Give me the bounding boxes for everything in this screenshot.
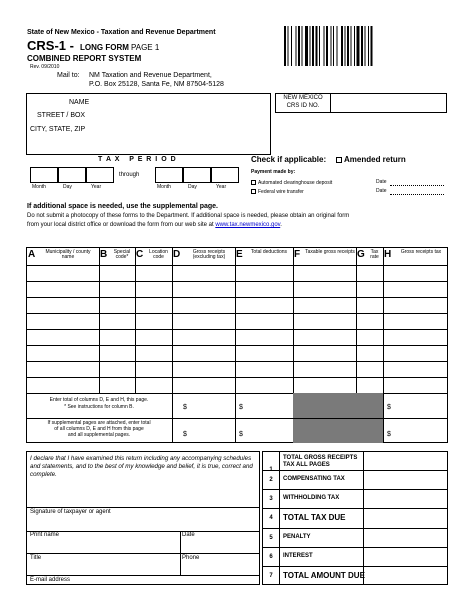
column-g-desc: Tax rate bbox=[370, 249, 379, 261]
row1-col-e-dollar[interactable]: $ bbox=[239, 404, 243, 411]
summary-line-number: 3 bbox=[269, 496, 273, 502]
table-row[interactable] bbox=[26, 393, 448, 394]
ach-date-field[interactable] bbox=[390, 185, 444, 186]
signature-label: Signature of taxpayer or agent bbox=[30, 509, 111, 515]
period-label-year2: Year bbox=[216, 184, 227, 190]
period-label-month1: Month bbox=[32, 184, 46, 190]
table-row[interactable] bbox=[26, 329, 448, 330]
check-applicable-label: Check if applicable: bbox=[251, 155, 327, 164]
column-h-header bbox=[383, 249, 448, 265]
summary-amount-field[interactable] bbox=[364, 567, 447, 584]
column-h-desc: Gross receipts tax bbox=[400, 249, 442, 255]
period-label-day2: Day bbox=[188, 184, 197, 190]
row1-col-h-dollar[interactable]: $ bbox=[387, 404, 391, 411]
summary-line-number: 6 bbox=[269, 554, 273, 560]
table-column-divider bbox=[356, 247, 357, 393]
barcode-bar bbox=[288, 26, 289, 66]
declaration-text: I declare that I have examined this return including any accompanying schedules and statements, and to the best of my knowledge and belief, it is true, correct and complete. bbox=[30, 455, 253, 479]
summary-amount-field[interactable] bbox=[364, 509, 447, 526]
barcode-bar bbox=[319, 26, 320, 66]
summary-line-number: 1 bbox=[269, 467, 273, 473]
table-column-divider bbox=[383, 247, 384, 393]
amended-return-option[interactable] bbox=[336, 155, 406, 165]
summary-line-label: INTEREST bbox=[283, 553, 313, 559]
ach-checkbox[interactable] bbox=[251, 180, 256, 185]
totals-row1-line2: * See instructions for column B. bbox=[64, 404, 134, 410]
column-e-desc: Total deductions bbox=[250, 249, 288, 255]
mail-to-label: Mail to: bbox=[57, 72, 80, 79]
barcode-bar bbox=[291, 26, 292, 66]
table-row[interactable] bbox=[26, 361, 448, 362]
summary-line-number: 5 bbox=[269, 535, 273, 541]
barcode-bar bbox=[371, 26, 373, 66]
summary-line-label: TOTAL TAX DUE bbox=[283, 513, 346, 522]
table-column-divider bbox=[235, 247, 236, 393]
column-c-header bbox=[135, 249, 172, 265]
barcode-bar bbox=[298, 26, 300, 66]
row2-col-e-dollar[interactable]: $ bbox=[239, 431, 243, 438]
barcode-bar bbox=[305, 26, 308, 66]
name-label: NAME bbox=[69, 99, 90, 106]
summary-line-number: 7 bbox=[269, 573, 273, 579]
table-column-divider bbox=[135, 247, 136, 393]
instruction-line2-text: from your local district office or download the form from our web site at bbox=[27, 222, 214, 228]
summary-amount-field[interactable] bbox=[364, 452, 447, 469]
payment-made-by-label: Payment made by: bbox=[251, 169, 296, 175]
table-row[interactable] bbox=[26, 345, 448, 346]
barcode-bar bbox=[361, 26, 363, 66]
barcode-bar bbox=[345, 26, 346, 66]
email-label: E-mail address bbox=[30, 577, 71, 583]
instruction-line1: Do not submit a photocopy of these forms to the Department. If additional space is needed, please obtain an original form bbox=[27, 213, 350, 219]
barcode-image bbox=[284, 26, 414, 66]
wire-option[interactable] bbox=[251, 189, 304, 195]
street-label: STREET / BOX bbox=[37, 112, 86, 119]
wire-date-label: Date bbox=[376, 188, 387, 194]
summary-amount-field[interactable] bbox=[364, 548, 447, 565]
column-e-header bbox=[235, 249, 293, 265]
form-type: LONG FORM bbox=[80, 43, 129, 52]
totals-row2-line2: of all columns D, E and H from this page bbox=[54, 426, 144, 432]
summary-amount-field[interactable] bbox=[364, 490, 447, 507]
end-day-field[interactable] bbox=[183, 167, 211, 183]
barcode-bar bbox=[312, 26, 314, 66]
barcode-bar bbox=[324, 26, 325, 66]
summary-line-label: COMPENSATING TAX bbox=[283, 476, 345, 482]
crs-id-label-line1: NEW MEXICO bbox=[283, 95, 323, 101]
barcode-bar bbox=[296, 26, 297, 66]
summary-line-label: PENALTY bbox=[283, 534, 311, 540]
mail-to-line2: P.O. Box 25128, Santa Fe, NM 87504-5128 bbox=[89, 81, 224, 88]
table-row[interactable] bbox=[26, 377, 448, 378]
summary-line-label: TOTAL GROSS RECEIPTS TAX ALL PAGES bbox=[283, 455, 358, 468]
wire-label: Federal wire transfer bbox=[258, 188, 304, 195]
table-header-divider bbox=[26, 265, 448, 266]
amended-return-label: Amended return bbox=[344, 155, 406, 164]
table-column-divider bbox=[99, 247, 100, 393]
column-f-header bbox=[293, 249, 356, 265]
column-a-desc: Municipality / county name bbox=[45, 249, 91, 261]
table-row[interactable] bbox=[26, 418, 448, 419]
column-g-header bbox=[356, 249, 383, 265]
barcode-bar bbox=[365, 26, 366, 66]
table-column-divider bbox=[172, 247, 173, 393]
barcode-bar bbox=[331, 26, 332, 66]
city-state-zip-label: CITY, STATE, ZIP bbox=[30, 126, 86, 133]
row1-shaded-area bbox=[293, 393, 383, 418]
summary-amount-field[interactable] bbox=[364, 529, 447, 546]
column-c-desc: Location code bbox=[149, 249, 168, 261]
column-h-letter: H bbox=[384, 249, 392, 260]
barcode-bar bbox=[333, 26, 334, 66]
column-e-letter: E bbox=[236, 249, 243, 260]
form-subtitle: COMBINED REPORT SYSTEM bbox=[27, 54, 142, 63]
start-year-field[interactable] bbox=[86, 167, 114, 183]
column-g-letter: G bbox=[357, 249, 365, 260]
barcode-bar bbox=[347, 26, 349, 66]
barcode-bar bbox=[284, 26, 286, 66]
wire-checkbox[interactable] bbox=[251, 189, 256, 194]
revision-date: Rev. 09/2010 bbox=[30, 64, 60, 70]
summary-line-number: 2 bbox=[269, 477, 273, 483]
instruction-line2: from your local district office or download the form from our web site at www.tax.newmexico.gov. bbox=[27, 222, 282, 228]
totals-row2-line1: If supplemental pages are attached, enter total bbox=[47, 420, 151, 426]
start-day-field[interactable] bbox=[58, 167, 86, 183]
period-label-month2: Month bbox=[157, 184, 171, 190]
barcode-bar bbox=[351, 26, 352, 66]
phone-label: Phone bbox=[182, 555, 200, 561]
row2-col-d-dollar[interactable]: $ bbox=[183, 431, 187, 438]
crs-id-label-line2: CRS ID NO. bbox=[286, 103, 320, 109]
summary-line-label: WITHHOLDING TAX bbox=[283, 495, 340, 501]
row2-col-h-dollar[interactable]: $ bbox=[387, 431, 391, 438]
period-label-day1: Day bbox=[63, 184, 72, 190]
print-name-label: Print name bbox=[30, 532, 60, 538]
department-title: State of New Mexico - Taxation and Revenue Department bbox=[27, 29, 216, 36]
barcode-bar bbox=[302, 26, 303, 66]
column-b-letter: B bbox=[100, 249, 108, 260]
column-b-desc: Special code* bbox=[113, 249, 131, 261]
column-f-desc: Taxable gross receipts bbox=[305, 249, 355, 255]
column-b-header bbox=[99, 249, 135, 265]
summary-amount-field[interactable] bbox=[364, 471, 447, 488]
signature-line[interactable] bbox=[26, 507, 260, 508]
column-a-header bbox=[27, 249, 99, 265]
barcode-bar bbox=[310, 26, 311, 66]
website-link[interactable]: www.tax.newmexico.gov bbox=[215, 222, 281, 228]
end-year-field[interactable] bbox=[211, 167, 239, 183]
barcode-bar bbox=[368, 26, 369, 66]
supplemental-heading: If additional space is needed, use the supplemental page. bbox=[27, 203, 218, 210]
table-column-divider bbox=[293, 247, 294, 393]
barcode-bar bbox=[354, 26, 355, 66]
totals-row1-line1: Enter total of columns D, E and H, this page. bbox=[49, 397, 149, 403]
period-label-year1: Year bbox=[91, 184, 102, 190]
title-label: Title bbox=[30, 555, 42, 561]
date-label: Date bbox=[182, 532, 195, 538]
form-code: CRS-1 - bbox=[27, 38, 74, 53]
column-c-letter: C bbox=[136, 249, 144, 260]
column-d-letter: D bbox=[173, 249, 181, 260]
table-row[interactable] bbox=[26, 297, 448, 298]
totals-row2-line3: and all supplemental pages. bbox=[67, 432, 131, 438]
table-row[interactable] bbox=[26, 313, 448, 314]
table-row[interactable] bbox=[26, 281, 448, 282]
ach-date-label: Date bbox=[376, 179, 387, 185]
through-label: through bbox=[119, 172, 140, 178]
column-f-letter: F bbox=[294, 249, 301, 260]
barcode-bar bbox=[337, 26, 338, 66]
start-month-field[interactable] bbox=[30, 167, 58, 183]
taxpayer-address-box[interactable] bbox=[26, 93, 271, 155]
column-d-header bbox=[172, 249, 235, 265]
tax-period-title: T A X P E R I O D bbox=[98, 156, 177, 163]
column-a-letter: A bbox=[28, 249, 36, 260]
wire-date-field[interactable] bbox=[390, 194, 444, 195]
barcode-bar bbox=[326, 26, 328, 66]
summary-line-number: 4 bbox=[269, 515, 273, 521]
ach-label: Automated clearinghouse deposit bbox=[258, 179, 333, 186]
barcode-bar bbox=[316, 26, 318, 66]
page-number: PAGE 1 bbox=[131, 43, 160, 52]
mail-to-line1: NM Taxation and Revenue Department, bbox=[89, 72, 212, 79]
barcode-bar bbox=[341, 26, 343, 66]
column-d-desc: Gross receipts (excluding tax) bbox=[192, 249, 226, 261]
row2-shaded-area bbox=[293, 419, 383, 443]
row1-col-d-dollar[interactable]: $ bbox=[183, 404, 187, 411]
summary-line-label: TOTAL AMOUNT DUE bbox=[283, 571, 365, 580]
amended-checkbox[interactable] bbox=[336, 157, 342, 163]
ach-option[interactable] bbox=[251, 180, 332, 186]
end-month-field[interactable] bbox=[155, 167, 183, 183]
barcode-bar bbox=[357, 26, 360, 66]
